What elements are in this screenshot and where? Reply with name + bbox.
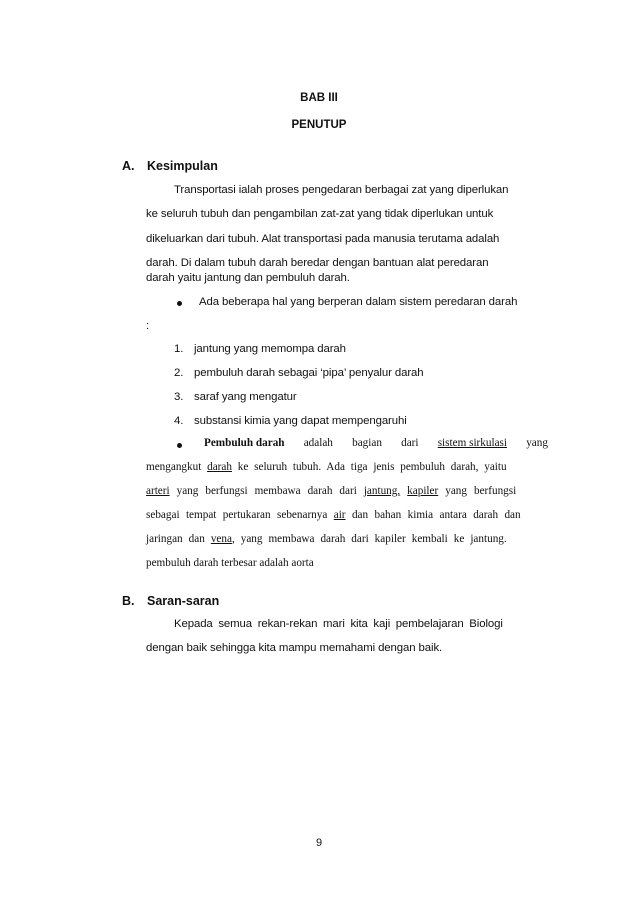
section-a-marker: A. bbox=[122, 159, 135, 173]
list-item: saraf yang mengatur bbox=[194, 391, 297, 403]
text: yang berfungsi bbox=[445, 485, 517, 497]
para1-line5: darah yaitu jantung dan pembuluh darah. bbox=[146, 272, 350, 284]
list-item: pembuluh darah sebagai ‘pipa’ penyalur darah bbox=[194, 367, 424, 379]
section-a-heading: Kesimpulan bbox=[147, 159, 218, 173]
link-sistem-sirkulasi[interactable]: sistem sirkulasi bbox=[437, 437, 508, 449]
link-vena[interactable]: vena bbox=[210, 533, 232, 545]
text: yang berfungsi membawa darah dari bbox=[176, 485, 357, 497]
list-number: 2. bbox=[174, 367, 184, 379]
bullet2-line4 bbox=[146, 509, 521, 521]
link-jantung[interactable]: jantung, bbox=[363, 485, 401, 497]
bullet1-text: Ada beberapa hal yang berperan dalam sistem peredaran darah bbox=[199, 296, 518, 308]
bullet2-line1 bbox=[204, 437, 548, 449]
link-kapiler[interactable]: kapiler bbox=[407, 485, 439, 497]
link-air[interactable]: air bbox=[333, 509, 346, 521]
list-number: 1. bbox=[174, 343, 184, 355]
bullet2-line2 bbox=[146, 461, 507, 473]
link-arteri[interactable]: arteri bbox=[146, 485, 170, 497]
para1-line3: dikeluarkan dari tubuh. Alat transportasi pada manusia terutama adalah bbox=[146, 233, 500, 245]
word: yang bbox=[526, 437, 548, 449]
link-darah[interactable]: darah bbox=[207, 461, 232, 473]
text: sebagai tempat pertukaran sebenarnya bbox=[146, 509, 328, 521]
page-number: 9 bbox=[315, 837, 323, 849]
bullet-icon bbox=[177, 443, 182, 448]
word: adalah bbox=[303, 437, 333, 449]
text: jaringan dan bbox=[146, 533, 205, 545]
list-number: 4. bbox=[174, 415, 184, 427]
section-b-marker: B. bbox=[122, 594, 135, 608]
text: dan bahan kimia antara darah dan bbox=[351, 509, 521, 521]
para-b-line2: dengan baik sehingga kita mampu memahami dengan baik. bbox=[146, 642, 443, 654]
chapter-title: PENUTUP bbox=[291, 119, 347, 131]
para1-line2: ke seluruh tubuh dan pengambilan zat-zat yang tidak diperlukan untuk bbox=[146, 208, 494, 220]
bullet2-line3 bbox=[146, 485, 516, 497]
list-number: 3. bbox=[174, 391, 184, 403]
text: , yang membawa darah dari kapiler kembali ke jantung. bbox=[231, 533, 507, 545]
list-item: jantung yang memompa darah bbox=[194, 343, 346, 355]
para1-line1: Transportasi ialah proses pengedaran berbagai zat yang diperlukan bbox=[174, 184, 509, 196]
section-b-heading: Saran-saran bbox=[147, 594, 220, 608]
word: dari bbox=[401, 437, 419, 449]
term-pembuluh-darah: Pembuluh darah bbox=[204, 437, 285, 449]
para1-line4: darah. Di dalam tubuh darah beredar dengan bantuan alat peredaran bbox=[146, 257, 489, 269]
bullet2-line5 bbox=[146, 533, 507, 545]
word: bagian bbox=[352, 437, 382, 449]
bullet1-continuation: : bbox=[146, 320, 150, 332]
text: mengangkut bbox=[146, 461, 202, 473]
list-item: substansi kimia yang dapat mempengaruhi bbox=[194, 415, 407, 427]
bullet-icon bbox=[177, 301, 182, 306]
chapter-label: BAB III bbox=[300, 92, 338, 104]
bullet2-line6: pembuluh darah terbesar adalah aorta bbox=[146, 557, 314, 569]
text: ke seluruh tubuh. Ada tiga jenis pembuluh darah, yaitu bbox=[237, 461, 507, 473]
para-b-line1: Kepada semua rekan-rekan mari kita kaji pembelajaran Biologi bbox=[174, 618, 503, 630]
